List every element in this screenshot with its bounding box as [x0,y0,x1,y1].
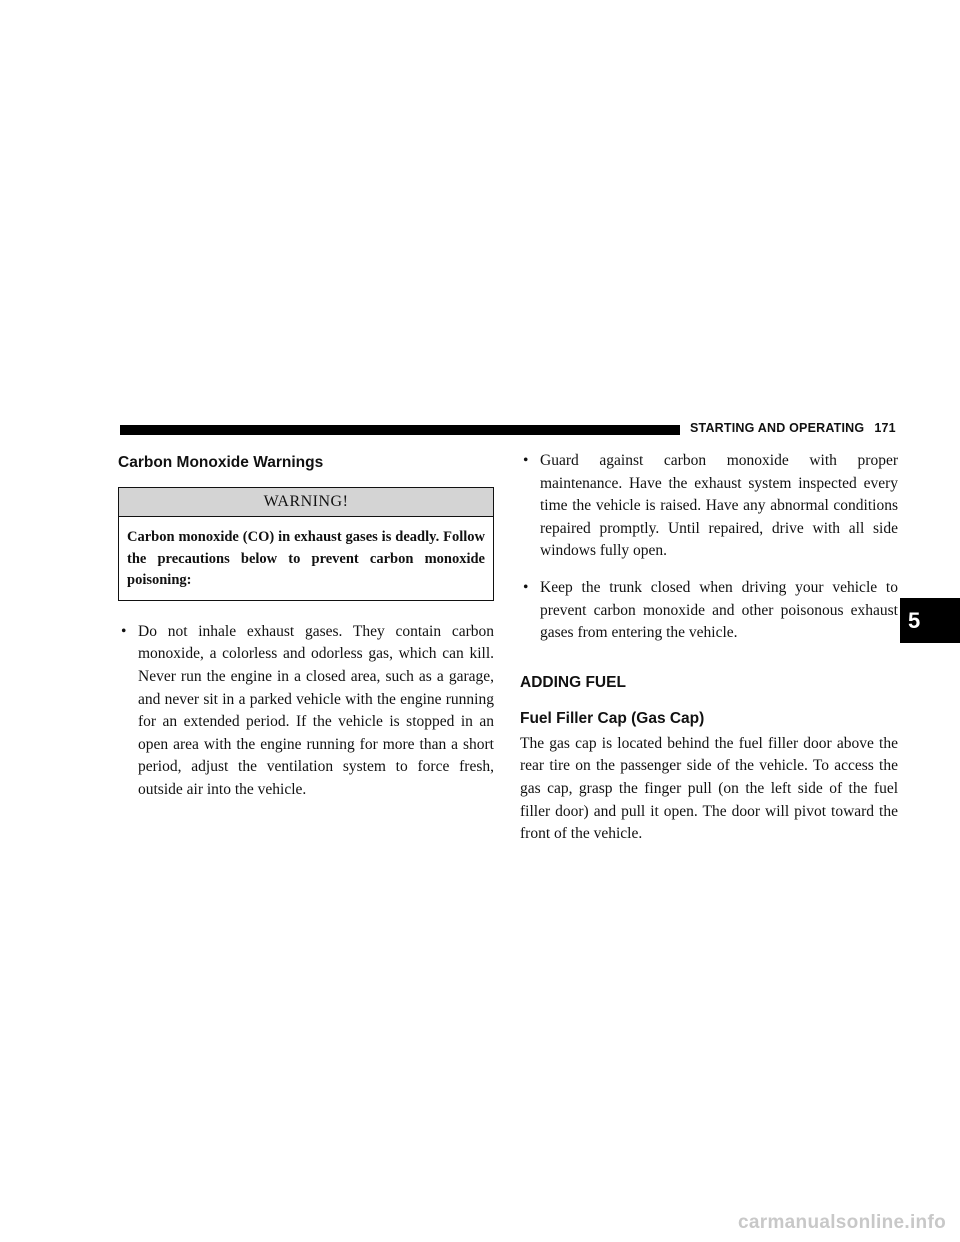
page-number: 171 [874,421,896,435]
list-item [520,577,898,645]
right-column [520,450,898,846]
header-rule [120,425,680,435]
list-item-text: Guard against carbon monoxide with proper maintenance. Have the exhaust system inspected every time the vehicle is raised. Have any abnormal conditions repaired promptly. Until repaired, drive with all side windows fully open. [540,452,898,560]
section-heading: Carbon Monoxide Warnings [118,454,324,471]
list-item-text: Keep the trunk closed when driving your vehicle to prevent carbon monoxide and other poisonous exhaust gases from entering the vehicle. [540,578,898,642]
chapter-heading: ADDING FUEL [520,673,626,691]
right-bullet-list [520,450,898,645]
bullet-icon: • [121,622,127,640]
chapter-tab: 5 [900,598,960,643]
running-header [690,421,896,435]
warning-box [118,487,494,601]
list-item [520,450,898,563]
bullet-icon: • [523,578,529,596]
sub-heading: Fuel Filler Cap (Gas Cap) [520,709,705,727]
section-title: STARTING AND OPERATING [690,421,865,435]
left-bullet-list [118,621,494,802]
watermark: carmanualsonline.info [738,1212,946,1233]
list-item [118,621,494,802]
body-paragraph: The gas cap is located behind the fuel filler door above the rear tire on the passenger side of the vehicle. To access the gas cap, grasp the finger pull (on the left side of the fuel filler door) and pull it open. The door will pivot toward the front of the vehicle. [520,734,898,843]
bullet-icon: • [523,452,529,469]
warning-title: WARNING! [119,488,493,517]
left-column [118,450,494,802]
list-item-text: Do not inhale exhaust gases. They contain carbon monoxide, a colorless and odorless gas, which can kill. Never run the engine in a closed area, such as a garage, and never sit in a parked vehicle with the engine running for an extended period. If the vehicle is stopped in an open area with the engine running for more than a short period, adjust the ventilation system to force fresh, outside air into the vehicle. [138,622,494,798]
warning-body: Carbon monoxide (CO) in exhaust gases is deadly. Follow the precautions below to prevent carbon monoxide poisoning: [127,529,485,589]
